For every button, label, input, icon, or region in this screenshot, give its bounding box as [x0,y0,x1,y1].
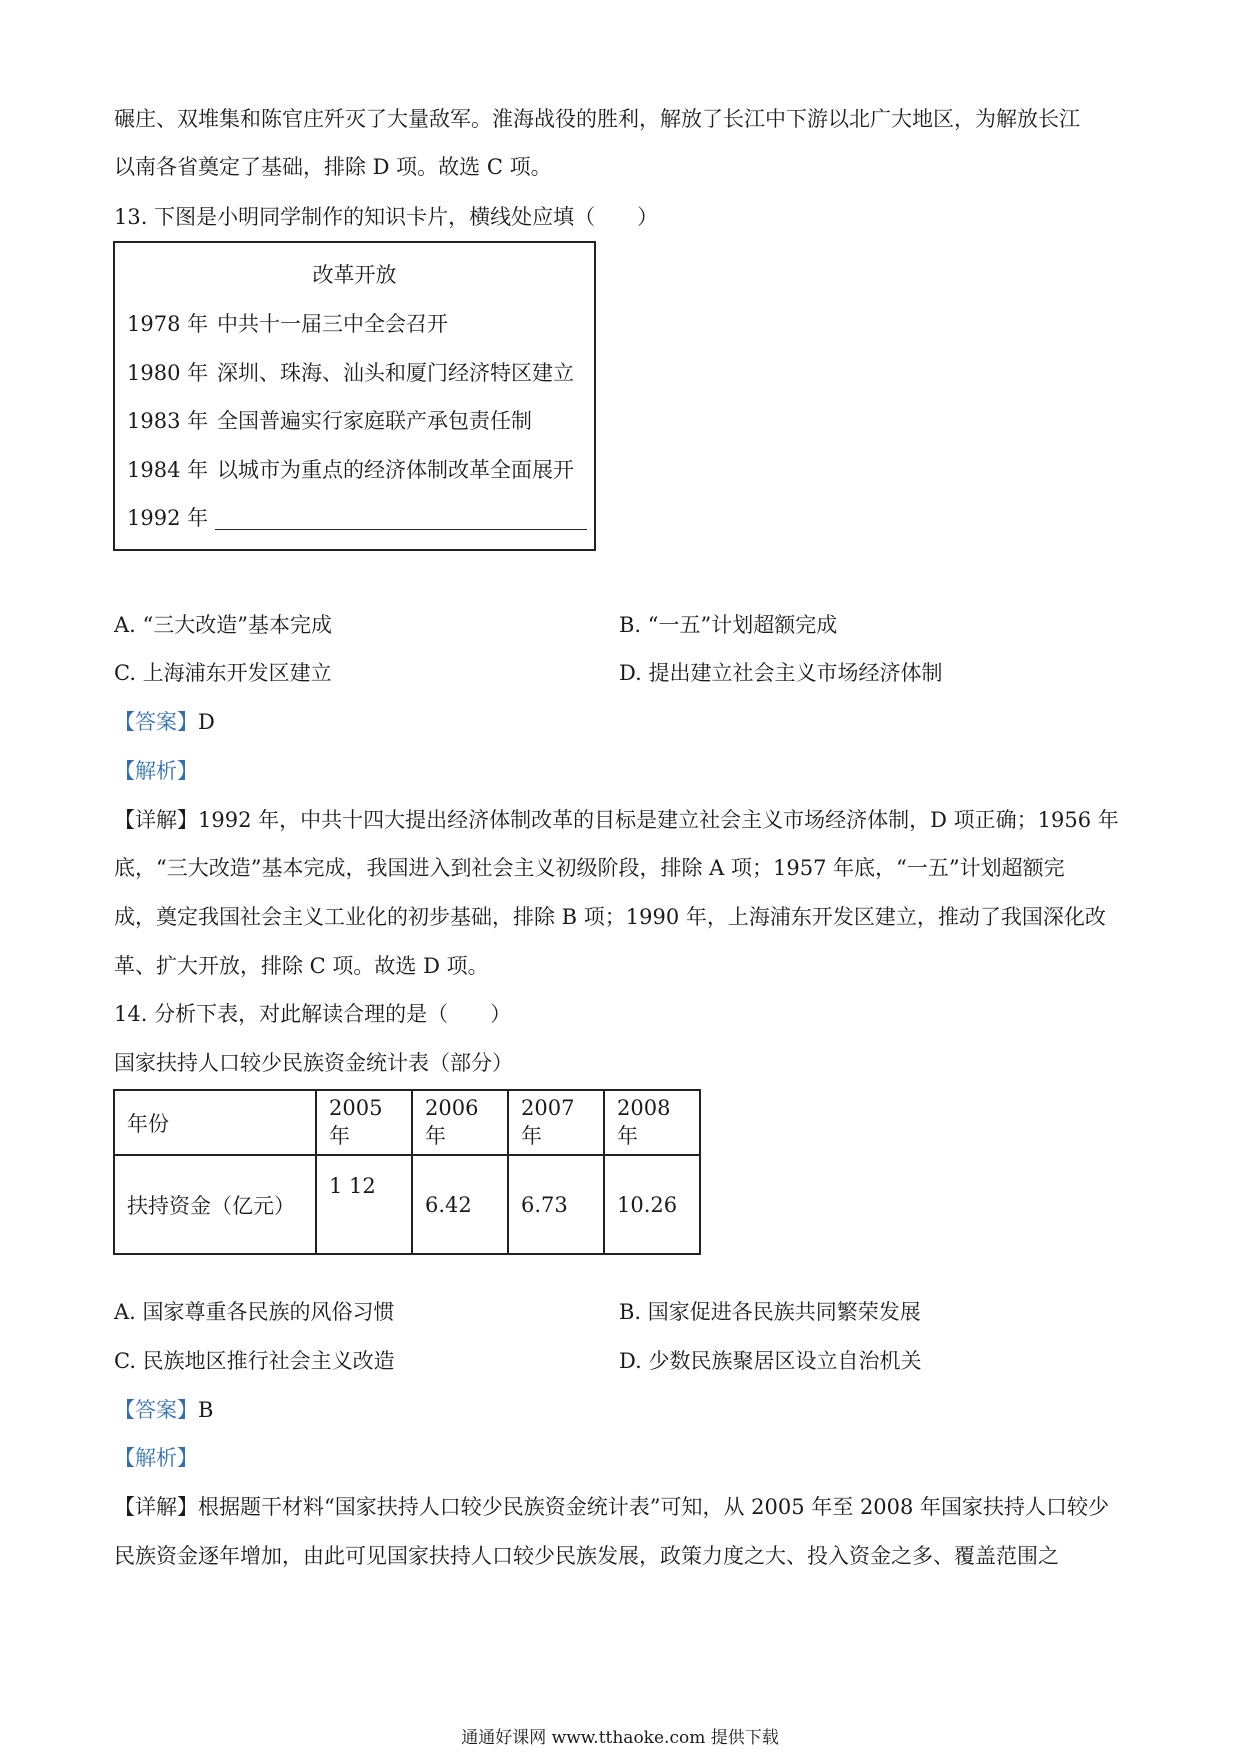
page-footer: 通通好课网 www.tthaoke.com 提供下载 [461,1728,779,1748]
table-cell: 扶持资金（亿元） [114,1155,316,1254]
table-header-row [114,1090,700,1155]
card-title: 改革开放 [312,263,397,287]
card-row-year: 1992 年 [127,506,209,530]
q14-answer [114,1395,213,1425]
detail-text: 1992 年，中共十四大提出经济体制改革的目标是建立社会主义市场经济体制，D 项正确；1956 年 [198,808,1119,832]
q13-option-c: C. 上海浦东开发区建立 [114,661,332,685]
card-row-year: 1980 年 [127,361,209,385]
q14-stem: 14. 分析下表，对此解读合理的是（ ） [114,1002,512,1026]
fill-in-blank-line [215,529,587,530]
card-row-year: 1984 年 [127,458,209,482]
q13-detail-line-3: 成，奠定我国社会主义工业化的初步基础，排除 B 项；1990 年，上海浦东开发区建立，推动了我国深化改 [114,905,1106,929]
answer-label: 【答案】 [114,710,198,734]
table-cell: 年份 [114,1090,316,1155]
table-cell: 10.26 [604,1155,700,1254]
q13-answer [114,707,215,737]
card-row [127,503,217,533]
detail-label: 【详解】 [114,808,198,832]
answer-label: 【答案】 [114,1398,198,1422]
card-row [127,309,448,339]
detail-label: 【详解】 [114,1495,198,1519]
q14-analysis [114,1443,198,1473]
funding-table [113,1089,701,1255]
table-cell: 2007 年 [508,1090,604,1155]
q14-detail-line-2: 民族资金逐年增加，由此可见国家扶持人口较少民族发展，政策力度之大、投入资金之多、覆盖范围之 [114,1544,1059,1568]
table-cell: 6.73 [508,1155,604,1254]
q13-option-b: B. “一五”计划超额完成 [619,613,838,637]
q13-detail-line-1 [114,805,1119,835]
q13-detail-line-4: 革、扩大开放，排除 C 项。故选 D 项。 [114,954,489,978]
answer-value: D [198,710,215,734]
table-cell: 2008 年 [604,1090,700,1155]
table-row [114,1155,700,1254]
intro-line-2: 以南各省奠定了基础，排除 D 项。故选 C 项。 [114,155,552,179]
table-cell: 2005 年 [316,1090,412,1155]
q14-option-b: B. 国家促进各民族共同繁荣发展 [619,1300,921,1324]
q13-detail-line-2: 底，“三大改造”基本完成，我国进入到社会主义初级阶段，排除 A 项；1957 年底，“一五”计划超额完 [114,856,1065,880]
intro-line-1: 碾庄、双堆集和陈官庄歼灭了大量敌军。淮海战役的胜利，解放了长江中下游以北广大地区，为解放长江 [114,107,1080,131]
analysis-label: 【解析】 [114,1446,198,1470]
q13-option-d: D. 提出建立社会主义市场经济体制 [619,661,943,685]
knowledge-card [113,241,596,551]
table-caption: 国家扶持人口较少民族资金统计表（部分） [114,1051,513,1075]
card-row [127,406,532,436]
q13-option-a: A. “三大改造”基本完成 [114,613,332,637]
q14-option-c: C. 民族地区推行社会主义改造 [114,1349,395,1373]
card-row-year: 1983 年 [127,409,209,433]
card-row-event: 全国普遍实行家庭联产承包责任制 [217,409,532,433]
table-cell: 1 12 [316,1155,412,1254]
table-cell: 2006 年 [412,1090,508,1155]
q14-detail-line-1 [114,1492,1109,1522]
card-row-event: 中共十一届三中全会召开 [217,312,448,336]
card-row-event: 深圳、珠海、汕头和厦门经济特区建立 [217,361,574,385]
detail-text: 根据题干材料“国家扶持人口较少民族资金统计表”可知，从 2005 年至 2008 年国家扶持人口较少 [198,1495,1110,1519]
card-row [127,358,574,388]
q14-option-d: D. 少数民族聚居区设立自治机关 [619,1349,922,1373]
q14-option-a: A. 国家尊重各民族的风俗习惯 [114,1300,395,1324]
card-row-year: 1978 年 [127,312,209,336]
analysis-label: 【解析】 [114,759,198,783]
card-row [127,455,574,485]
q13-stem: 13. 下图是小明同学制作的知识卡片，横线处应填（ ） [114,205,659,229]
card-row-event: 以城市为重点的经济体制改革全面展开 [217,458,574,482]
q13-analysis [114,756,198,786]
answer-value: B [198,1398,214,1422]
table-cell: 6.42 [412,1155,508,1254]
